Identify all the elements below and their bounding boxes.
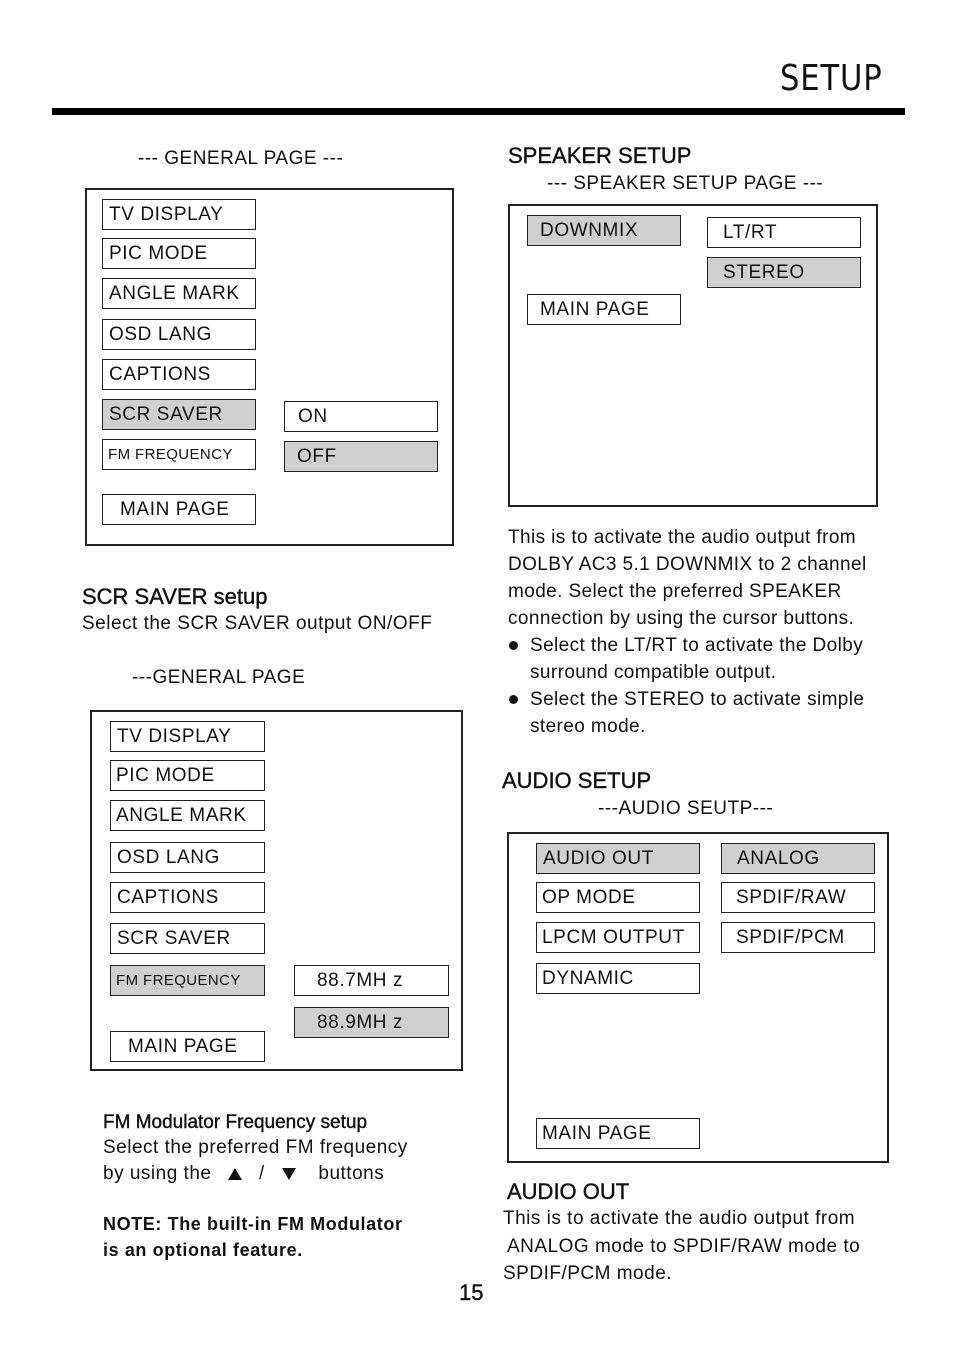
menu-fm-frequency[interactable]: FM FREQUENCY <box>110 965 265 996</box>
menu-lpcm-output[interactable]: LPCM OUTPUT <box>536 922 700 953</box>
menu-audio-out[interactable]: AUDIO OUT <box>536 843 700 874</box>
bullet-lt-rt: Select the LT/RT to activate the Dolby surround compatible output. <box>508 632 894 686</box>
main-page-button[interactable]: MAIN PAGE <box>110 1031 265 1062</box>
main-page-button[interactable]: MAIN PAGE <box>527 294 681 325</box>
fm-line2-sep: / <box>259 1163 265 1184</box>
audio-setup-caption: ---AUDIO SEUTP--- <box>598 798 774 819</box>
speaker-description: This is to activate the audio output from DOLBY AC3 5.1 DOWNMIX to 2 channel mode. Select the preferred SPEAKER connection by using the cursor buttons. <box>508 527 867 629</box>
menu-captions[interactable]: CAPTIONS <box>110 882 265 913</box>
speaker-bullets <box>508 632 894 740</box>
audio-out-line1: This is to activate the audio output from <box>503 1208 856 1229</box>
down-arrow-icon <box>281 1167 297 1181</box>
option-88-7[interactable]: 88.7MH z <box>294 965 449 996</box>
option-lt-rt[interactable]: LT/RT <box>707 217 861 248</box>
menu-fm-frequency[interactable]: FM FREQUENCY <box>102 439 256 470</box>
menu-downmix[interactable]: DOWNMIX <box>527 215 681 246</box>
menu-tv-display[interactable]: TV DISPLAY <box>102 199 256 230</box>
bullet-stereo: Select the STEREO to activate simple stereo mode. <box>508 686 894 740</box>
speaker-setup-heading: SPEAKER SETUP <box>508 143 692 168</box>
menu-osd-lang[interactable]: OSD LANG <box>102 319 256 350</box>
note-line2: is an optional feature. <box>103 1240 303 1260</box>
audio-out-heading: AUDIO OUT <box>507 1179 630 1204</box>
audio-out-line3: SPDIF/PCM mode. <box>503 1263 673 1284</box>
menu-pic-mode[interactable]: PIC MODE <box>102 238 256 269</box>
fm-line2-suffix: buttons <box>318 1163 385 1184</box>
up-arrow-icon <box>227 1167 243 1181</box>
general-page-caption-2: ---GENERAL PAGE <box>132 667 306 688</box>
option-spdif-raw[interactable]: SPDIF/RAW <box>721 882 875 913</box>
audio-out-line2: ANALOG mode to SPDIF/RAW mode to <box>507 1236 861 1257</box>
fm-modulator-line1: Select the preferred FM frequency <box>103 1137 408 1158</box>
menu-dynamic[interactable]: DYNAMIC <box>536 963 700 994</box>
menu-captions[interactable]: CAPTIONS <box>102 359 256 390</box>
menu-tv-display[interactable]: TV DISPLAY <box>110 721 265 752</box>
menu-osd-lang[interactable]: OSD LANG <box>110 842 265 873</box>
option-off[interactable]: OFF <box>284 441 438 472</box>
main-page-button[interactable]: MAIN PAGE <box>536 1118 700 1149</box>
menu-op-mode[interactable]: OP MODE <box>536 882 700 913</box>
audio-setup-panel <box>507 832 889 1163</box>
fm-frequency-panel <box>90 710 463 1071</box>
speaker-setup-panel <box>508 204 878 507</box>
menu-angle-mark[interactable]: ANGLE MARK <box>102 278 256 309</box>
option-analog[interactable]: ANALOG <box>721 843 875 874</box>
option-88-9[interactable]: 88.9MH z <box>294 1007 449 1038</box>
menu-scr-saver[interactable]: SCR SAVER <box>102 399 256 430</box>
speaker-setup-caption: --- SPEAKER SETUP PAGE --- <box>547 173 824 194</box>
option-on[interactable]: ON <box>284 401 438 432</box>
scr-saver-text: Select the SCR SAVER output ON/OFF <box>82 613 433 634</box>
audio-setup-heading: AUDIO SETUP <box>502 768 652 793</box>
fm-modulator-line2 <box>103 1163 384 1185</box>
note-line1: NOTE: The built-in FM Modulator <box>103 1214 403 1234</box>
general-page-panel <box>85 188 454 546</box>
page-title: SETUP <box>780 58 883 99</box>
option-stereo[interactable]: STEREO <box>707 257 861 288</box>
menu-angle-mark[interactable]: ANGLE MARK <box>110 800 265 831</box>
general-page-caption: --- GENERAL PAGE --- <box>138 148 344 169</box>
fm-line2-prefix: by using the <box>103 1163 212 1184</box>
menu-scr-saver[interactable]: SCR SAVER <box>110 923 265 954</box>
menu-pic-mode[interactable]: PIC MODE <box>110 760 265 791</box>
option-spdif-pcm[interactable]: SPDIF/PCM <box>721 922 875 953</box>
header-rule <box>52 108 905 115</box>
main-page-button[interactable]: MAIN PAGE <box>102 494 256 525</box>
fm-modulator-heading: FM Modulator Frequency setup <box>103 1112 368 1133</box>
page-number: 15 <box>459 1280 484 1305</box>
scr-saver-heading: SCR SAVER setup <box>82 584 268 609</box>
